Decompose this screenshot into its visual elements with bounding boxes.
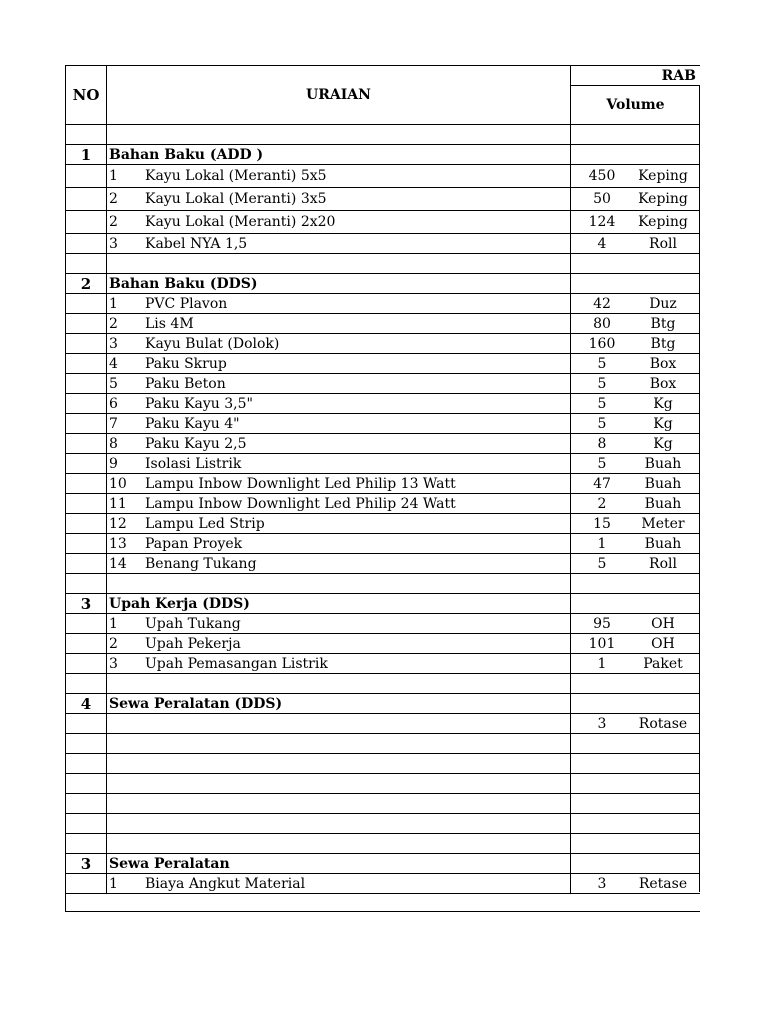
section-title: Upah Kerja (DDS) (109, 595, 250, 612)
row-description-cell (107, 834, 571, 854)
blank-row (66, 574, 701, 594)
blank-row (66, 754, 701, 774)
row-number-cell (66, 494, 107, 514)
table-row (66, 554, 701, 574)
item-quantity: 4 (597, 235, 607, 252)
item-description: Benang Tukang (145, 555, 257, 572)
table-row (66, 234, 701, 254)
header-no: NO (66, 66, 107, 125)
item-unit: Roll (649, 235, 677, 252)
section-title: Bahan Baku (ADD ) (109, 146, 264, 163)
item-description: PVC Plavon (145, 295, 228, 312)
row-description-cell (107, 814, 571, 834)
row-number-cell (66, 234, 107, 254)
item-description: Paku Kayu 4" (145, 415, 240, 432)
item-description: Paku Beton (145, 375, 226, 392)
item-unit: Retase (638, 875, 688, 892)
row-volume-cell (571, 814, 701, 834)
table-row (66, 614, 701, 634)
section-number: 1 (80, 145, 92, 164)
item-quantity: 1 (597, 535, 607, 552)
row-description-cell (107, 774, 571, 794)
item-quantity: 80 (593, 315, 611, 332)
row-number-cell (66, 211, 107, 234)
item-unit: Kg (653, 435, 673, 452)
row-number-cell (66, 454, 107, 474)
section-row (66, 594, 701, 614)
item-quantity: 160 (588, 335, 616, 352)
row-volume-cell (571, 165, 701, 188)
item-unit: Roll (649, 555, 677, 572)
row-description-cell (107, 294, 571, 314)
row-number-cell (66, 714, 107, 734)
item-quantity: 5 (597, 455, 607, 472)
row-volume-cell (571, 694, 701, 714)
item-description: Kayu Lokal (Meranti) 5x5 (145, 168, 327, 184)
section-row (66, 145, 701, 165)
row-description-cell (107, 614, 571, 634)
row-volume-cell (571, 554, 701, 574)
blank-row (66, 834, 701, 854)
item-quantity: 124 (588, 214, 616, 230)
blank-row (66, 894, 701, 912)
row-description-cell (107, 145, 571, 165)
row-description-cell (107, 211, 571, 234)
blank-row (66, 794, 701, 814)
table-row (66, 334, 701, 354)
row-number-cell (66, 674, 107, 694)
section-title: Sewa Peralatan (DDS) (109, 695, 283, 712)
row-description-cell (107, 394, 571, 414)
item-unit: Keping (638, 168, 688, 184)
header-volume: Volume (571, 86, 701, 125)
row-description-cell (107, 354, 571, 374)
section-number: 2 (80, 274, 92, 293)
row-number-cell (66, 188, 107, 211)
row-description-cell (107, 794, 571, 814)
table-row (66, 654, 701, 674)
item-sub-number: 2 (109, 214, 118, 230)
item-unit: Buah (644, 455, 682, 472)
row-number-cell (66, 354, 107, 374)
row-number-cell (66, 834, 107, 854)
table-row (66, 454, 701, 474)
item-unit: OH (651, 615, 675, 632)
row-volume-cell (571, 354, 701, 374)
item-quantity: 42 (593, 295, 611, 312)
row-number-cell (66, 654, 107, 674)
row-number-cell (66, 874, 107, 894)
item-sub-number: 1 (109, 615, 118, 632)
row-number-cell (66, 774, 107, 794)
row-description-cell (107, 234, 571, 254)
item-unit: OH (651, 635, 675, 652)
item-quantity: 3 (597, 715, 607, 732)
row-volume-cell (571, 394, 701, 414)
row-description-cell (107, 694, 571, 714)
section-number: 3 (80, 594, 92, 613)
item-description: Paku Skrup (145, 355, 227, 372)
row-number-cell (66, 474, 107, 494)
item-quantity: 2 (597, 495, 607, 512)
row-number-cell (66, 414, 107, 434)
blank-row (66, 734, 701, 754)
item-description: Lampu Led Strip (145, 515, 265, 532)
header-uraian: URAIAN (107, 66, 571, 125)
item-quantity: 5 (597, 395, 607, 412)
item-sub-number: 5 (109, 375, 118, 392)
row-description-cell (107, 274, 571, 294)
item-unit: Buah (644, 535, 682, 552)
row-description-cell (107, 634, 571, 654)
item-quantity: 3 (597, 875, 607, 892)
row-volume-cell (571, 714, 701, 734)
table-row (66, 188, 701, 211)
item-description: Upah Pemasangan Listrik (145, 655, 328, 672)
row-volume-cell (571, 734, 701, 754)
row-volume-cell (571, 834, 701, 854)
row-description-cell (107, 434, 571, 454)
item-unit: Rotase (638, 715, 688, 732)
item-quantity: 15 (593, 515, 611, 532)
section-title: Sewa Peralatan (109, 855, 230, 872)
section-title: Bahan Baku (DDS) (109, 275, 258, 292)
table-row (66, 165, 701, 188)
item-sub-number: 2 (109, 635, 118, 652)
table-row (66, 634, 701, 654)
item-quantity: 50 (593, 191, 611, 207)
table-bottom-row (66, 894, 701, 912)
table-row (66, 314, 701, 334)
table-row (66, 211, 701, 234)
row-volume-cell (571, 474, 701, 494)
row-number-cell (66, 314, 107, 334)
row-description-cell (107, 554, 571, 574)
item-sub-number: 2 (109, 315, 118, 332)
item-quantity: 95 (593, 615, 611, 632)
item-sub-number: 1 (109, 168, 118, 184)
table-row (66, 714, 701, 734)
item-sub-number: 14 (109, 555, 127, 572)
section-number: 4 (80, 694, 92, 713)
row-description-cell (107, 454, 571, 474)
row-description-cell (107, 874, 571, 894)
blank-row (66, 125, 701, 145)
item-description: Papan Proyek (145, 535, 243, 552)
item-unit: Btg (650, 315, 676, 332)
section-row (66, 694, 701, 714)
row-volume-cell (571, 294, 701, 314)
item-unit: Buah (644, 475, 682, 492)
table-row (66, 514, 701, 534)
item-sub-number: 8 (109, 435, 118, 452)
row-number-cell (66, 394, 107, 414)
item-description: Kayu Lokal (Meranti) 3x5 (145, 191, 327, 207)
item-quantity: 5 (597, 355, 607, 372)
row-description-cell (107, 734, 571, 754)
row-volume-cell (571, 514, 701, 534)
item-sub-number: 13 (109, 535, 127, 552)
item-sub-number: 1 (109, 875, 118, 892)
row-volume-cell (571, 334, 701, 354)
row-volume-cell (571, 434, 701, 454)
row-number-cell (66, 794, 107, 814)
item-description: Kayu Bulat (Dolok) (145, 335, 280, 352)
item-unit: Kg (653, 395, 673, 412)
item-sub-number: 1 (109, 295, 118, 312)
table-row (66, 474, 701, 494)
item-description: Paku Kayu 2,5 (145, 435, 247, 452)
blank-row (66, 814, 701, 834)
row-description-cell (107, 165, 571, 188)
row-number-cell (66, 814, 107, 834)
row-number-cell (66, 125, 107, 145)
item-sub-number: 3 (109, 335, 118, 352)
row-description-cell (107, 754, 571, 774)
row-description-cell (107, 414, 571, 434)
section-number: 3 (80, 854, 92, 873)
row-volume-cell (571, 374, 701, 394)
row-volume-cell (571, 125, 701, 145)
item-description: Paku Kayu 3,5" (145, 395, 253, 412)
item-unit: Btg (650, 335, 676, 352)
item-description: Biaya Angkut Material (145, 875, 306, 892)
row-number-cell (66, 294, 107, 314)
item-sub-number: 9 (109, 455, 118, 472)
row-number-cell (66, 514, 107, 534)
row-volume-cell (571, 574, 701, 594)
row-description-cell (107, 254, 571, 274)
table-row (66, 874, 701, 894)
item-sub-number: 11 (109, 495, 127, 512)
row-volume-cell (571, 774, 701, 794)
blank-row (66, 254, 701, 274)
row-number-cell (66, 334, 107, 354)
row-volume-cell (571, 414, 701, 434)
item-description: Upah Pekerja (145, 635, 241, 652)
item-unit: Box (649, 355, 677, 372)
row-volume-cell (571, 254, 701, 274)
row-number-cell (66, 854, 107, 874)
item-sub-number: 10 (109, 475, 127, 492)
header-rab: RAB (571, 66, 701, 86)
row-description-cell (107, 314, 571, 334)
item-sub-number: 2 (109, 191, 118, 207)
row-volume-cell (571, 454, 701, 474)
table-row (66, 494, 701, 514)
table-row (66, 294, 701, 314)
row-description-cell (107, 514, 571, 534)
table-row (66, 414, 701, 434)
row-number-cell (66, 145, 107, 165)
item-quantity: 5 (597, 555, 607, 572)
row-volume-cell (571, 674, 701, 694)
row-description-cell (107, 714, 571, 734)
table-row (66, 354, 701, 374)
row-number-cell (66, 254, 107, 274)
item-description: Kabel NYA 1,5 (145, 235, 248, 252)
item-description: Kayu Lokal (Meranti) 2x20 (145, 214, 336, 230)
item-quantity: 8 (597, 435, 607, 452)
row-volume-cell (571, 145, 701, 165)
row-volume-cell (571, 754, 701, 774)
item-sub-number: 12 (109, 515, 127, 532)
item-quantity: 101 (588, 635, 616, 652)
row-description-cell (107, 125, 571, 145)
row-number-cell (66, 554, 107, 574)
item-description: Lampu Inbow Downlight Led Philip 24 Watt (145, 495, 456, 512)
row-volume-cell (571, 274, 701, 294)
row-description-cell (107, 334, 571, 354)
row-number-cell (66, 374, 107, 394)
section-row (66, 854, 701, 874)
right-border (699, 85, 700, 892)
row-number-cell (66, 534, 107, 554)
item-unit: Keping (638, 214, 688, 230)
item-sub-number: 6 (109, 395, 118, 412)
table-row (66, 374, 701, 394)
row-volume-cell (571, 594, 701, 614)
table-row (66, 534, 701, 554)
row-volume-cell (571, 188, 701, 211)
row-number-cell (66, 754, 107, 774)
item-unit: Paket (643, 655, 683, 672)
row-number-cell (66, 274, 107, 294)
row-number-cell (66, 165, 107, 188)
row-volume-cell (571, 854, 701, 874)
row-number-cell (66, 734, 107, 754)
item-unit: Box (649, 375, 677, 392)
item-description: Upah Tukang (145, 615, 241, 632)
row-volume-cell (571, 314, 701, 334)
item-unit: Duz (649, 295, 677, 312)
row-description-cell (107, 474, 571, 494)
item-unit: Keping (638, 191, 688, 207)
row-number-cell (66, 634, 107, 654)
blank-row (66, 774, 701, 794)
item-quantity: 5 (597, 415, 607, 432)
row-volume-cell (571, 634, 701, 654)
row-number-cell (66, 594, 107, 614)
row-description-cell (107, 654, 571, 674)
item-sub-number: 4 (109, 355, 118, 372)
section-row (66, 274, 701, 294)
row-volume-cell (571, 494, 701, 514)
row-number-cell (66, 434, 107, 454)
table-row (66, 434, 701, 454)
item-quantity: 1 (597, 655, 607, 672)
row-volume-cell (571, 794, 701, 814)
item-unit: Buah (644, 495, 682, 512)
row-number-cell (66, 694, 107, 714)
item-sub-number: 3 (109, 655, 118, 672)
row-description-cell (107, 594, 571, 614)
item-unit: Kg (653, 415, 673, 432)
rab-sheet (65, 65, 695, 912)
item-sub-number: 3 (109, 235, 118, 252)
row-description-cell (107, 674, 571, 694)
item-description: Isolasi Listrik (145, 455, 242, 472)
row-number-cell (66, 614, 107, 634)
item-description: Lis 4M (145, 315, 194, 332)
row-description-cell (107, 854, 571, 874)
row-volume-cell (571, 234, 701, 254)
row-description-cell (107, 494, 571, 514)
row-volume-cell (571, 654, 701, 674)
item-quantity: 450 (588, 168, 616, 184)
item-unit: Meter (641, 515, 685, 532)
item-quantity: 47 (593, 475, 611, 492)
row-description-cell (107, 534, 571, 554)
row-volume-cell (571, 874, 701, 894)
row-volume-cell (571, 614, 701, 634)
blank-row (66, 674, 701, 694)
row-volume-cell (571, 211, 701, 234)
row-volume-cell (571, 534, 701, 554)
row-description-cell (107, 188, 571, 211)
rab-table (65, 65, 700, 912)
row-description-cell (107, 374, 571, 394)
item-quantity: 5 (597, 375, 607, 392)
table-row (66, 394, 701, 414)
item-sub-number: 7 (109, 415, 118, 432)
row-number-cell (66, 574, 107, 594)
item-description: Lampu Inbow Downlight Led Philip 13 Watt (145, 475, 456, 492)
row-description-cell (107, 574, 571, 594)
